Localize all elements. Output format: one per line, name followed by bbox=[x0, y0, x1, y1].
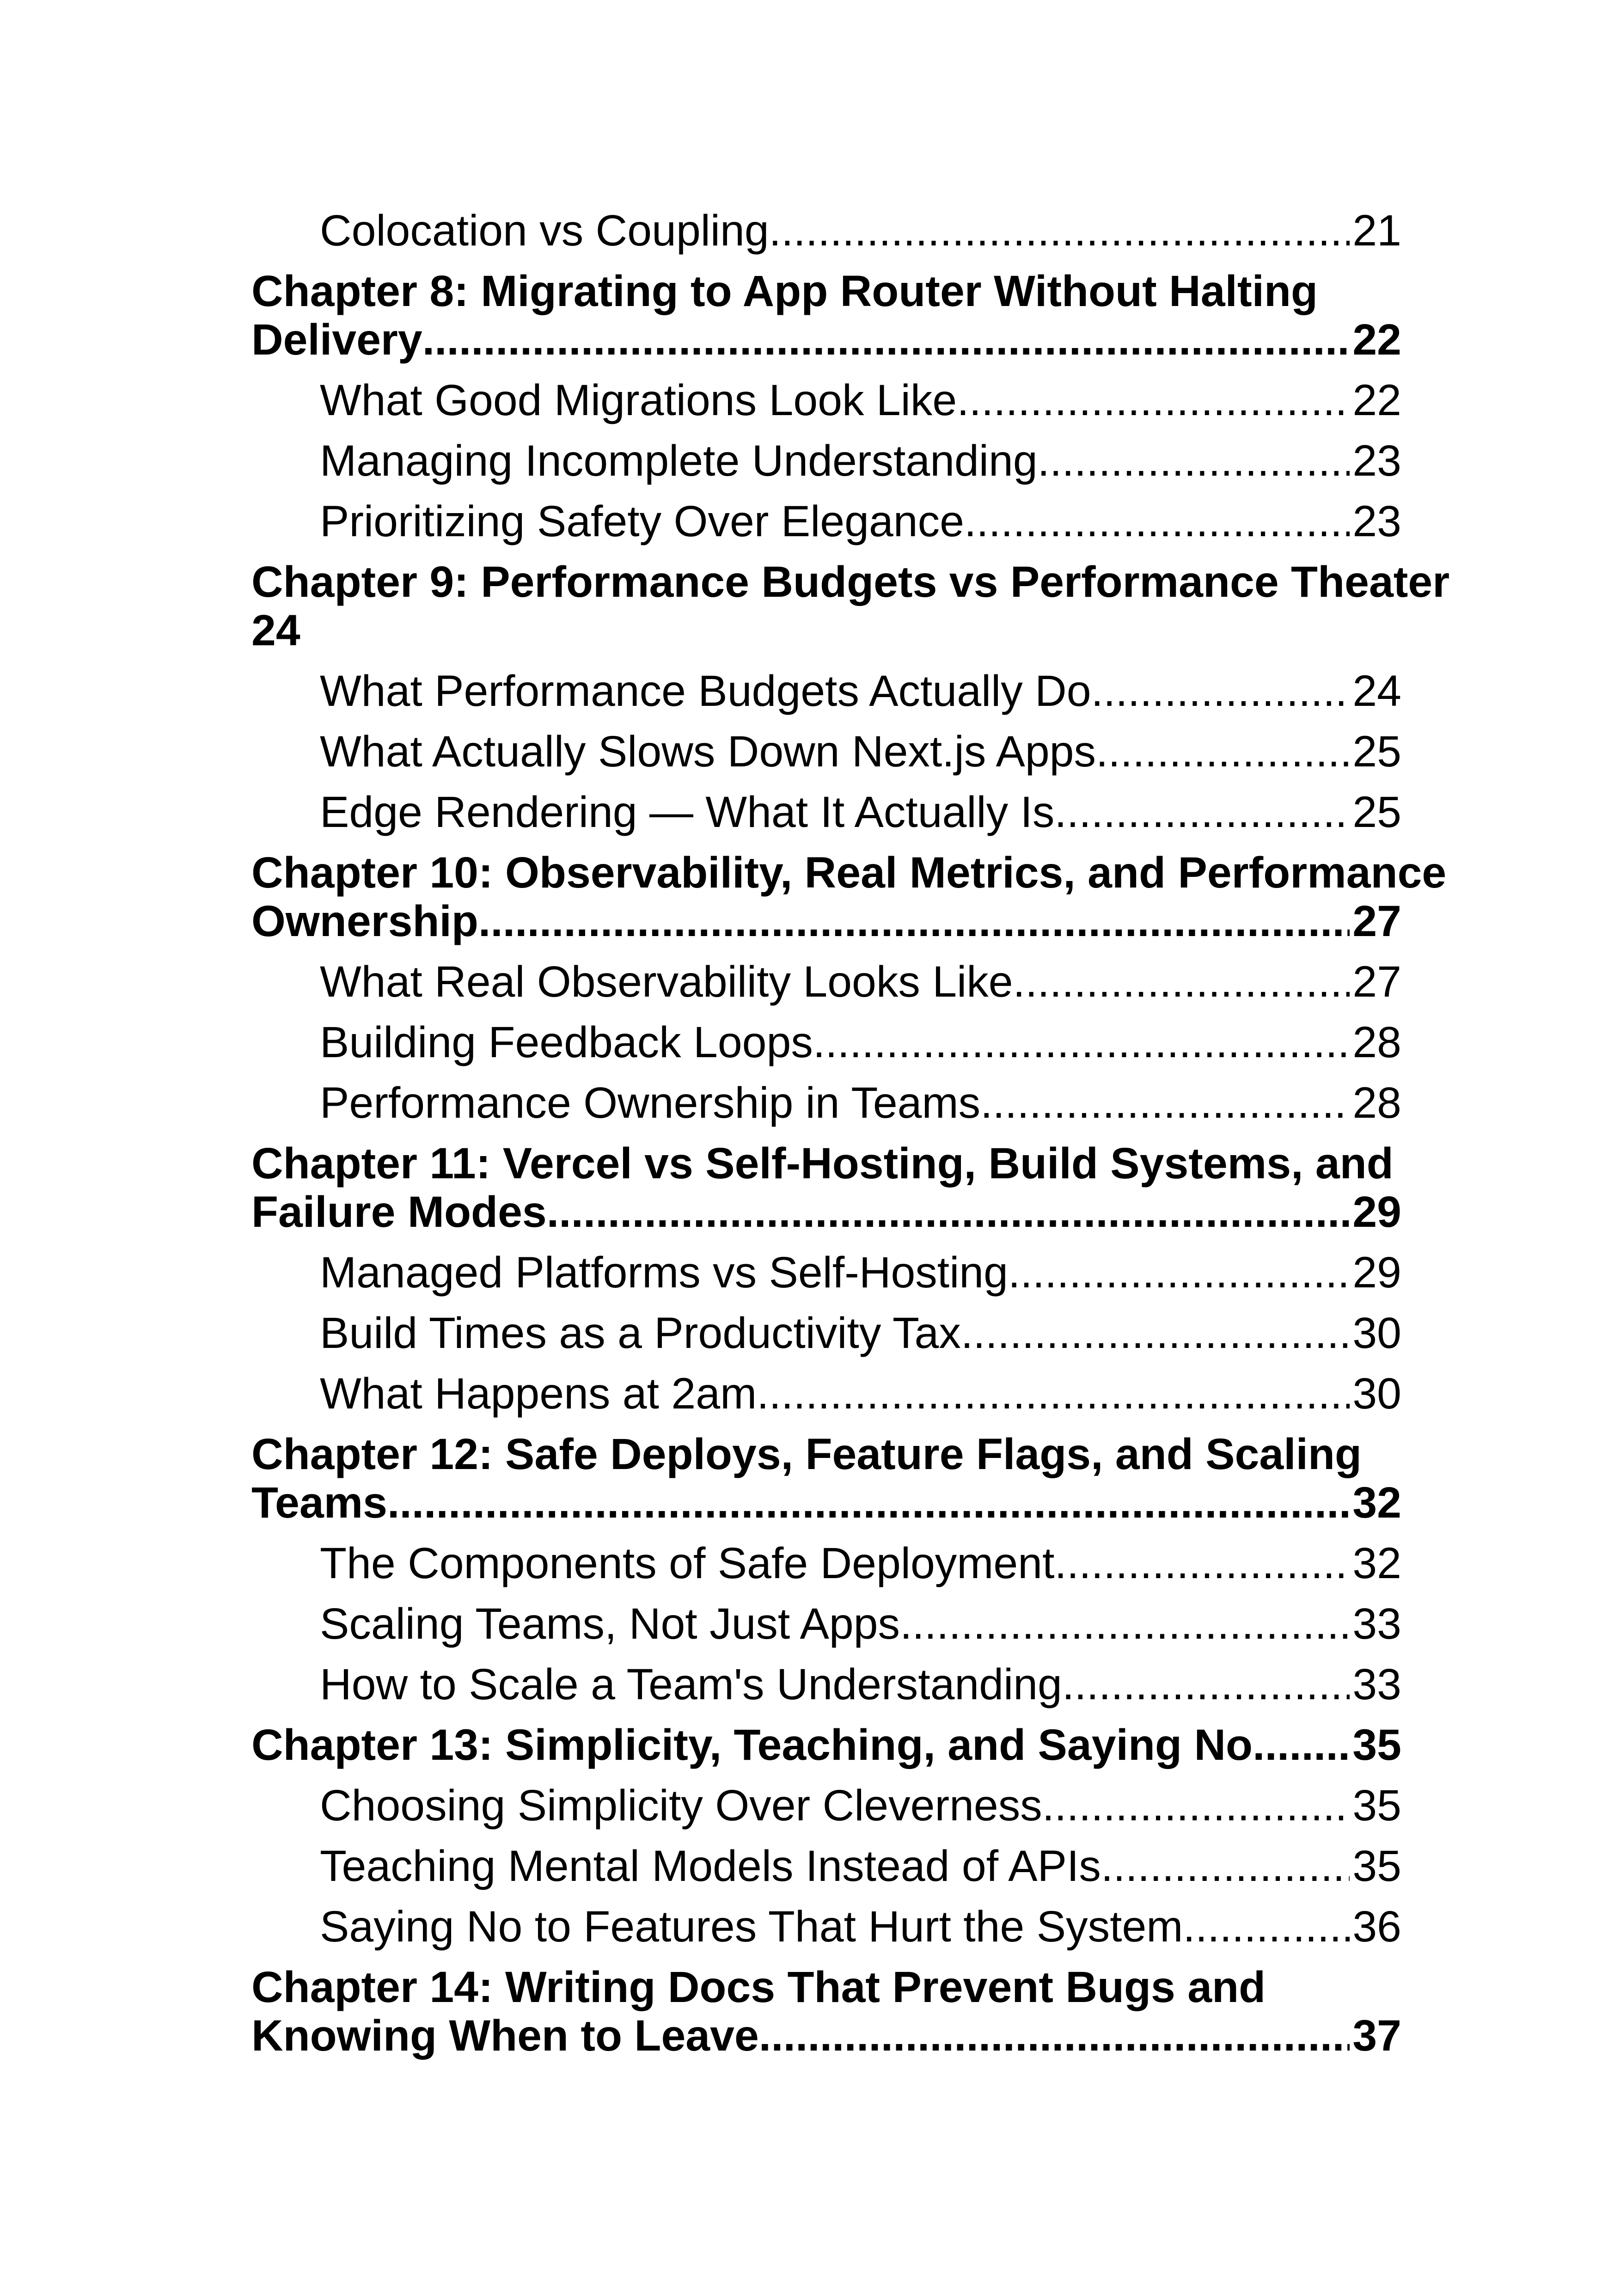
page-number: 22 bbox=[1352, 379, 1401, 425]
dot-leader bbox=[1042, 1784, 1350, 1828]
section-title: Scaling Teams, Not Just Apps bbox=[320, 1602, 900, 1648]
dot-leader bbox=[980, 1081, 1350, 1125]
toc-section-entry[interactable] bbox=[251, 1844, 1401, 1905]
toc-entry-line bbox=[320, 1251, 1401, 1299]
page-number: 29 bbox=[1352, 1251, 1401, 1297]
chapter-title: Chapter 13: Simplicity, Teaching, and Saying No bbox=[251, 1723, 1253, 1769]
page-number: 22 bbox=[1352, 318, 1401, 364]
toc-entry-line bbox=[320, 960, 1401, 1009]
toc-section-entry[interactable] bbox=[251, 1602, 1401, 1663]
page-number: 24 bbox=[1352, 669, 1401, 716]
dot-leader bbox=[1096, 730, 1350, 774]
toc-entry-line bbox=[320, 379, 1401, 427]
section-title: Edge Rendering — What It Actually Is bbox=[320, 790, 1055, 837]
section-title: Teaching Mental Models Instead of APIs bbox=[320, 1844, 1101, 1891]
toc-section-entry[interactable] bbox=[251, 439, 1401, 500]
table-of-contents bbox=[251, 209, 1450, 2075]
toc-section-entry[interactable] bbox=[251, 500, 1401, 560]
page-number: 23 bbox=[1352, 439, 1401, 485]
toc-entry-line bbox=[320, 1905, 1401, 1953]
page-number: 35 bbox=[1352, 1784, 1401, 1830]
toc-entry-line bbox=[251, 1190, 1401, 1239]
chapter-title-line1: Chapter 12: Safe Deploys, Feature Flags, and Scaling bbox=[251, 1430, 1362, 1479]
toc-entry-line bbox=[320, 1844, 1401, 1893]
toc-entry-line bbox=[320, 500, 1401, 548]
page-number: 28 bbox=[1352, 1081, 1401, 1127]
toc-chapter-entry[interactable] bbox=[251, 269, 1401, 379]
toc-section-entry[interactable] bbox=[251, 1021, 1401, 1081]
dot-leader bbox=[1062, 1663, 1350, 1707]
dot-leader bbox=[478, 900, 1350, 943]
section-title: The Components of Safe Deployment bbox=[320, 1542, 1055, 1588]
dot-leader bbox=[1054, 790, 1350, 834]
dot-leader bbox=[1008, 1251, 1350, 1295]
page-number: 32 bbox=[1352, 1481, 1401, 1527]
chapter-title-line1: Chapter 9: Performance Budgets vs Performance Theater bbox=[251, 557, 1450, 606]
toc-section-entry[interactable] bbox=[251, 1311, 1401, 1372]
toc-entry-line bbox=[251, 1481, 1401, 1530]
dot-leader bbox=[759, 2014, 1350, 2058]
toc-entry-line bbox=[320, 1663, 1401, 1711]
chapter-title-line1: Chapter 11: Vercel vs Self-Hosting, Build Systems, and bbox=[251, 1139, 1394, 1188]
dot-leader bbox=[964, 500, 1350, 544]
toc-entry-line bbox=[320, 1081, 1401, 1130]
dot-leader bbox=[387, 1481, 1350, 1525]
dot-leader bbox=[1091, 669, 1350, 713]
toc-chapter-entry[interactable] bbox=[251, 848, 1447, 960]
page-number: 37 bbox=[1352, 2014, 1401, 2060]
page-number: 25 bbox=[1352, 790, 1401, 837]
section-title: Prioritizing Safety Over Elegance bbox=[320, 500, 964, 546]
toc-entry-line bbox=[320, 1542, 1401, 1590]
toc-section-entry[interactable] bbox=[251, 960, 1401, 1021]
toc-section-entry[interactable] bbox=[251, 790, 1401, 851]
chapter-title-line2: Knowing When to Leave bbox=[251, 2014, 759, 2060]
toc-entry-line bbox=[320, 1311, 1401, 1360]
section-title: What Real Observability Looks Like bbox=[320, 960, 1013, 1006]
dot-leader bbox=[1038, 439, 1350, 483]
section-title: Choosing Simplicity Over Cleverness bbox=[320, 1784, 1042, 1830]
toc-section-entry[interactable] bbox=[251, 730, 1401, 790]
toc-chapter-entry[interactable] bbox=[251, 1965, 1401, 2075]
dot-leader bbox=[1055, 1542, 1350, 1586]
section-title: Building Feedback Loops bbox=[320, 1021, 813, 1067]
dot-leader bbox=[1253, 1723, 1350, 1767]
toc-entry-line bbox=[320, 209, 1401, 257]
toc-section-entry[interactable] bbox=[251, 1081, 1401, 1142]
toc-section-entry[interactable] bbox=[251, 379, 1401, 439]
chapter-title-line1: Chapter 8: Migrating to App Router Without Halting bbox=[251, 267, 1318, 316]
page-number: 35 bbox=[1352, 1723, 1401, 1769]
chapter-title-line2: Delivery bbox=[251, 318, 422, 364]
dot-leader bbox=[957, 379, 1350, 422]
chapter-title-line1: Chapter 10: Observability, Real Metrics, and Performance bbox=[251, 848, 1447, 897]
toc-entry-line bbox=[320, 1372, 1401, 1420]
toc-section-entry[interactable] bbox=[251, 1784, 1401, 1844]
dot-leader bbox=[1183, 1905, 1350, 1949]
page-number: 30 bbox=[1352, 1372, 1401, 1418]
section-title: What Happens at 2am bbox=[320, 1372, 757, 1418]
page-number: 27 bbox=[1352, 900, 1401, 946]
dot-leader bbox=[813, 1021, 1350, 1065]
page-number: 21 bbox=[1352, 209, 1401, 255]
page-number: 27 bbox=[1352, 960, 1401, 1006]
page-number: 24 bbox=[251, 609, 300, 655]
dot-leader bbox=[1013, 960, 1350, 1004]
toc-section-entry[interactable] bbox=[251, 1905, 1401, 1965]
dot-leader bbox=[1101, 1844, 1350, 1888]
toc-section-entry[interactable] bbox=[251, 669, 1401, 730]
page-number: 33 bbox=[1352, 1663, 1401, 1709]
section-title: What Performance Budgets Actually Do bbox=[320, 669, 1091, 716]
section-title: Performance Ownership in Teams bbox=[320, 1081, 981, 1127]
toc-entry-line bbox=[251, 609, 1401, 657]
section-title: What Good Migrations Look Like bbox=[320, 379, 957, 425]
toc-chapter-entry[interactable] bbox=[251, 557, 1450, 669]
toc-section-entry[interactable] bbox=[251, 1372, 1401, 1433]
section-title: How to Scale a Team's Understanding bbox=[320, 1663, 1062, 1709]
section-title: Saying No to Features That Hurt the System bbox=[320, 1905, 1183, 1951]
toc-entry-line bbox=[251, 900, 1401, 948]
page-number: 29 bbox=[1352, 1190, 1401, 1237]
toc-chapter-entry[interactable] bbox=[251, 1723, 1401, 1784]
chapter-title-line2: Failure Modes bbox=[251, 1190, 547, 1237]
dot-leader bbox=[961, 1311, 1350, 1355]
section-title: Managing Incomplete Understanding bbox=[320, 439, 1038, 485]
toc-chapter-entry[interactable] bbox=[251, 1139, 1401, 1251]
page-number: 28 bbox=[1352, 1021, 1401, 1067]
toc-entry-line bbox=[320, 1784, 1401, 1832]
toc-entry-line bbox=[251, 1723, 1401, 1772]
toc-entry-line bbox=[320, 790, 1401, 839]
page-number: 25 bbox=[1352, 730, 1401, 776]
toc-chapter-entry[interactable] bbox=[251, 1430, 1401, 1542]
section-title: What Actually Slows Down Next.js Apps bbox=[320, 730, 1096, 776]
toc-entry-line bbox=[251, 2014, 1401, 2063]
dot-leader bbox=[547, 1190, 1350, 1234]
dot-leader bbox=[769, 209, 1350, 253]
dot-leader bbox=[422, 318, 1350, 362]
dot-leader bbox=[757, 1372, 1350, 1416]
toc-entry-line bbox=[251, 318, 1401, 367]
toc-entry-line bbox=[320, 669, 1401, 718]
page-number: 33 bbox=[1352, 1602, 1401, 1648]
section-title: Managed Platforms vs Self-Hosting bbox=[320, 1251, 1008, 1297]
toc-entry-line bbox=[320, 1021, 1401, 1069]
section-title: Build Times as a Productivity Tax bbox=[320, 1311, 961, 1358]
toc-section-entry[interactable] bbox=[251, 209, 1401, 269]
chapter-title-line2: Ownership bbox=[251, 900, 478, 946]
toc-entry-line bbox=[320, 1602, 1401, 1651]
page-number: 30 bbox=[1352, 1311, 1401, 1358]
toc-section-entry[interactable] bbox=[251, 1251, 1401, 1311]
toc-entry-line bbox=[320, 730, 1401, 778]
page-number: 32 bbox=[1352, 1542, 1401, 1588]
page-number: 23 bbox=[1352, 500, 1401, 546]
chapter-title-line1: Chapter 14: Writing Docs That Prevent Bugs and bbox=[251, 1963, 1266, 2012]
chapter-title-line2: Teams bbox=[251, 1481, 387, 1527]
page-number: 35 bbox=[1352, 1844, 1401, 1891]
toc-section-entry[interactable] bbox=[251, 1542, 1401, 1602]
section-title: Colocation vs Coupling bbox=[320, 209, 769, 255]
dot-leader bbox=[900, 1602, 1350, 1646]
toc-section-entry[interactable] bbox=[251, 1663, 1401, 1723]
page-number: 36 bbox=[1352, 1905, 1401, 1951]
toc-entry-line bbox=[320, 439, 1401, 488]
